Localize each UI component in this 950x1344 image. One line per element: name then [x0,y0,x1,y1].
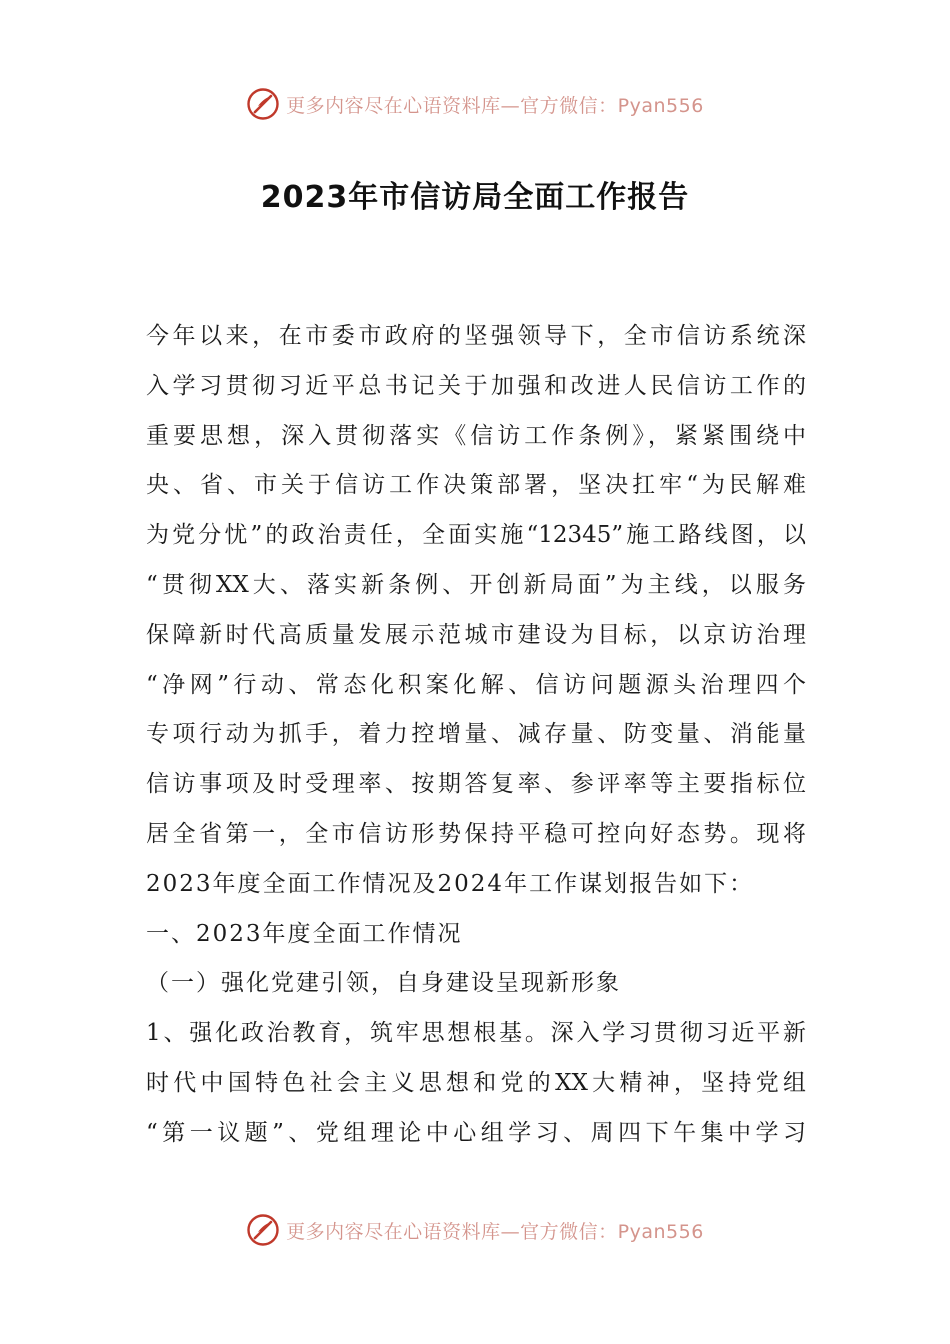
paragraph-line-2: 入学习贯彻习近平总书记关于加强和改进人民信访工作的 [146,372,806,399]
watermark-text: 更多内容尽在心语资料库—官方微信：Pyan556 [286,1220,704,1243]
section-heading-1: 一、2023年度全面工作情况 [146,920,463,947]
watermark-header [0,84,950,124]
document-body [146,312,806,1159]
paragraph-line-5: 为党分忧”的政治责任，全面实施“12345”施工路线图，以 [146,522,806,549]
paragraph-line-1: 今年以来，在市委市政府的坚强领导下，全市信访系统深 [146,323,806,349]
paragraph-line-7: 保障新时代高质量发展示范城市建设为目标，以京访治理 [146,621,806,648]
subsection-heading-1: （一）强化党建引领，自身建设呈现新形象 [146,970,621,997]
paragraph-line-3: 重要思想，深入贯彻落实《信访工作条例》，紧紧围绕中 [146,422,806,449]
paragraph-line-6: “贯彻XX大、落实新条例、开创新局面”为主线，以服务 [146,571,806,598]
paragraph-line-12: 2023年度全面工作情况及2024年工作谋划报告如下： [146,870,755,897]
watermark-text: 更多内容尽在心语资料库—官方微信：Pyan556 [286,94,704,117]
paragraph-line-15: 1、强化政治教育，筑牢思想根基。深入学习贯彻习近平新 [146,1020,806,1047]
paragraph-line-4: 央、省、市关于信访工作决策部署，坚决扛牢“为民解难 [146,472,806,499]
quill-logo-icon [246,87,280,121]
quill-logo-icon [246,1213,280,1247]
watermark-footer [0,1210,950,1250]
document-title: 2023年市信访局全面工作报告 [260,180,690,215]
paragraph-line-17: “第一议题”、党组理论中心组学习、周四下午集中学习 [146,1119,806,1146]
paragraph-line-8: “净网”行动、常态化积案化解、信访问题源头治理四个 [146,671,806,698]
paragraph-line-11: 居全省第一，全市信访形势保持平稳可控向好态势。现将 [146,820,806,847]
paragraph-line-9: 专项行动为抓手，着力控增量、减存量、防变量、消能量 [146,721,806,748]
paragraph-line-10: 信访事项及时受理率、按期答复率、参评率等主要指标位 [146,771,806,798]
paragraph-line-16: 时代中国特色社会主义思想和党的XX大精神，坚持党组 [146,1069,806,1096]
